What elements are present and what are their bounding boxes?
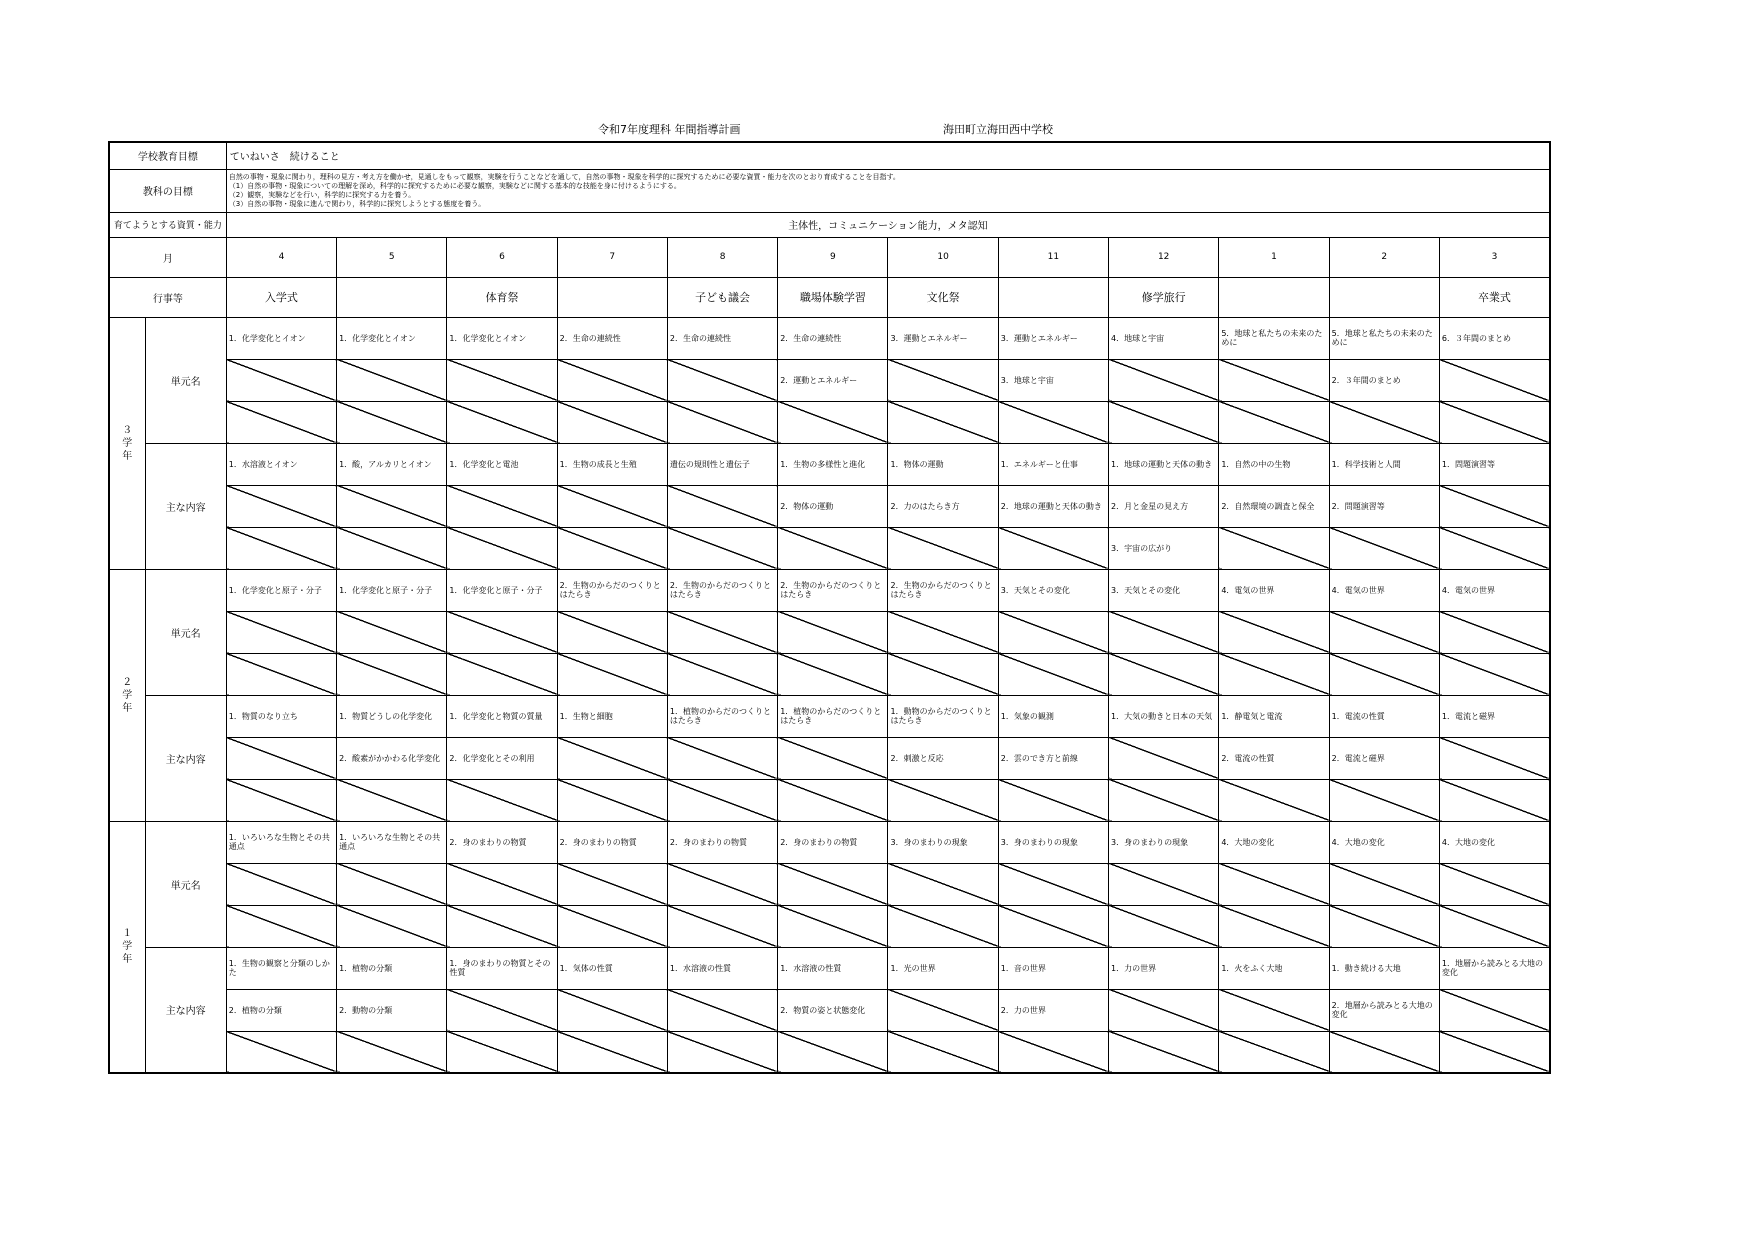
unit-cell: 1．化学変化と原子・分子 — [447, 569, 557, 611]
unit-cell: 4．大地の変化 — [1439, 821, 1550, 863]
unit-cell: 5．地球と私たちの未来のために — [1329, 317, 1439, 359]
empty-cell — [447, 401, 557, 443]
event-cell — [1219, 277, 1329, 317]
empty-cell — [557, 737, 667, 779]
month-row — [109, 237, 1550, 277]
month-cell: 2 — [1329, 237, 1439, 277]
grade-label: ３ 学 年 — [109, 317, 145, 569]
content-cell: 1．酸，アルカリとイオン — [337, 443, 447, 485]
content-cell: 2．物体の運動 — [778, 485, 888, 527]
content-cell: 2．刺激と反応 — [888, 737, 998, 779]
empty-cell — [1219, 779, 1329, 821]
content-cell: 1．生物の多様性と進化 — [778, 443, 888, 485]
unit-cell: 2．身のまわりの物質 — [447, 821, 557, 863]
empty-cell — [447, 989, 557, 1031]
unit-cell: 5．地球と私たちの未来のために — [1219, 317, 1329, 359]
grade-content-row — [109, 947, 1550, 989]
content-cell: 2．月と金星の見え方 — [1109, 485, 1219, 527]
page-title: 令和7年度理科 年間指導計画 — [598, 123, 741, 136]
empty-cell — [1219, 359, 1329, 401]
empty-cell — [1109, 863, 1219, 905]
grade-unit-row — [109, 821, 1550, 863]
month-cell: 10 — [888, 237, 998, 277]
empty-cell — [226, 485, 336, 527]
empty-cell — [337, 485, 447, 527]
event-cell: 文化祭 — [888, 277, 998, 317]
content-cell: 1．音の世界 — [998, 947, 1108, 989]
month-cell: 1 — [1219, 237, 1329, 277]
unit-cell: 2．３年間のまとめ — [1329, 359, 1439, 401]
empty-cell — [667, 485, 777, 527]
empty-cell — [1439, 611, 1550, 653]
unit-cell: 6．３年間のまとめ — [1439, 317, 1550, 359]
event-cell — [337, 277, 447, 317]
subject-goal-label: 教科の目標 — [109, 169, 226, 212]
empty-cell — [888, 905, 998, 947]
event-cell: 子ども議会 — [667, 277, 777, 317]
empty-cell — [1109, 779, 1219, 821]
month-cell: 12 — [1109, 237, 1219, 277]
empty-cell — [1439, 359, 1550, 401]
empty-cell — [1109, 737, 1219, 779]
unit-cell: 1．いろいろな生物とその共通点 — [226, 821, 336, 863]
content-cell: 1．地球の運動と天体の動き — [1109, 443, 1219, 485]
month-cell: 11 — [998, 237, 1108, 277]
content-cell: 1．植物のからだのつくりとはたらき — [667, 695, 777, 737]
content-cell: 1．物質どうしの化学変化 — [337, 695, 447, 737]
content-cell: 3．宇宙の広がり — [1109, 527, 1219, 569]
empty-cell — [667, 1031, 777, 1073]
empty-cell — [1109, 401, 1219, 443]
month-cell: 4 — [226, 237, 336, 277]
empty-cell — [888, 359, 998, 401]
empty-cell — [447, 863, 557, 905]
content-cell: 2．酸素がかかわる化学変化 — [337, 737, 447, 779]
event-cell: 修学旅行 — [1109, 277, 1219, 317]
empty-cell — [337, 611, 447, 653]
unit-cell: 2．運動とエネルギー — [778, 359, 888, 401]
empty-cell — [1439, 485, 1550, 527]
subject-goal-line: （2）観察，実験などを行い，科学的に探究する力を養う。 — [228, 190, 416, 199]
content-cell: 1．植物の分類 — [337, 947, 447, 989]
unit-cell: 1．化学変化とイオン — [337, 317, 447, 359]
empty-cell — [1439, 653, 1550, 695]
unit-cell: 2．生物のからだのつくりとはたらき — [557, 569, 667, 611]
event-row — [109, 277, 1550, 317]
empty-cell — [226, 737, 336, 779]
empty-cell — [998, 653, 1108, 695]
empty-cell — [1439, 401, 1550, 443]
content-cell: 1．生物の観察と分類のしかた — [226, 947, 336, 989]
empty-cell — [337, 779, 447, 821]
subject-goal-line: （1）自然の事物・現象についての理解を深め，科学的に探究するために必要な観察，実験などに関する基本的な技能を身に付けるようにする。 — [228, 181, 681, 190]
empty-cell — [1329, 527, 1439, 569]
empty-cell — [888, 1031, 998, 1073]
empty-cell — [778, 653, 888, 695]
unit-cell: 2．身のまわりの物質 — [667, 821, 777, 863]
month-cell: 6 — [447, 237, 557, 277]
empty-cell — [337, 863, 447, 905]
subject-goal-line: （3）自然の事物・現象に進んで関わり，科学的に探究しようとする態度を養う。 — [228, 199, 486, 208]
empty-cell — [1109, 611, 1219, 653]
content-cell: 1．大気の動きと日本の天気 — [1109, 695, 1219, 737]
empty-cell — [778, 905, 888, 947]
unit-cell: 4．電気の世界 — [1219, 569, 1329, 611]
content-cell: 2．電流の性質 — [1219, 737, 1329, 779]
empty-cell — [1219, 401, 1329, 443]
unit-cell: 3．身のまわりの現象 — [998, 821, 1108, 863]
events-label: 行事等 — [109, 277, 226, 317]
empty-cell — [667, 989, 777, 1031]
empty-cell — [557, 485, 667, 527]
unit-cell: 1．化学変化と原子・分子 — [337, 569, 447, 611]
empty-cell — [778, 1031, 888, 1073]
empty-cell — [447, 611, 557, 653]
empty-cell — [998, 905, 1108, 947]
unit-cell: 2．身のまわりの物質 — [557, 821, 667, 863]
unit-cell: 2．生物のからだのつくりとはたらき — [667, 569, 777, 611]
empty-cell — [778, 611, 888, 653]
grade-content-row — [109, 695, 1550, 737]
empty-cell — [1219, 1031, 1329, 1073]
unit-cell: 3．身のまわりの現象 — [1109, 821, 1219, 863]
empty-cell — [1329, 863, 1439, 905]
event-cell — [557, 277, 667, 317]
content-cell: 2．問題演習等 — [1329, 485, 1439, 527]
unit-cell: 4．電気の世界 — [1439, 569, 1550, 611]
content-label: 主な内容 — [145, 443, 226, 569]
content-cell: 2．雲のでき方と前線 — [998, 737, 1108, 779]
content-cell: 2．力の世界 — [998, 989, 1108, 1031]
empty-cell — [447, 905, 557, 947]
unit-cell: 4．大地の変化 — [1329, 821, 1439, 863]
event-cell: 職場体験学習 — [778, 277, 888, 317]
content-cell: 1．水溶液とイオン — [226, 443, 336, 485]
unit-label: 単元名 — [145, 569, 226, 695]
event-cell — [998, 277, 1108, 317]
empty-cell — [888, 863, 998, 905]
empty-cell — [667, 653, 777, 695]
unit-cell: 2．生命の連続性 — [667, 317, 777, 359]
grade-unit-row — [109, 569, 1550, 611]
empty-cell — [226, 401, 336, 443]
content-cell: 1．地層から読みとる大地の変化 — [1439, 947, 1550, 989]
empty-cell — [226, 1031, 336, 1073]
empty-cell — [1439, 779, 1550, 821]
empty-cell — [337, 653, 447, 695]
empty-cell — [1329, 401, 1439, 443]
empty-cell — [226, 905, 336, 947]
unit-cell: 1．化学変化とイオン — [447, 317, 557, 359]
empty-cell — [1219, 653, 1329, 695]
empty-cell — [778, 527, 888, 569]
content-label: 主な内容 — [145, 947, 226, 1073]
month-cell: 9 — [778, 237, 888, 277]
unit-cell: 2．生命の連続性 — [778, 317, 888, 359]
content-cell: 2．力のはたらき方 — [888, 485, 998, 527]
unit-cell: 3．運動とエネルギー — [888, 317, 998, 359]
empty-cell — [226, 359, 336, 401]
grade-content-row — [109, 1031, 1550, 1073]
empty-cell — [778, 737, 888, 779]
empty-cell — [1109, 653, 1219, 695]
unit-cell: 3．運動とエネルギー — [998, 317, 1108, 359]
empty-cell — [557, 905, 667, 947]
month-cell: 7 — [557, 237, 667, 277]
content-cell: 1．科学技術と人間 — [1329, 443, 1439, 485]
content-cell: 2．化学変化とその利用 — [447, 737, 557, 779]
empty-cell — [337, 905, 447, 947]
unit-cell: 1．いろいろな生物とその共通点 — [337, 821, 447, 863]
empty-cell — [888, 779, 998, 821]
empty-cell — [998, 611, 1108, 653]
content-label: 主な内容 — [145, 695, 226, 821]
content-cell: 1．化学変化と電池 — [447, 443, 557, 485]
empty-cell — [557, 1031, 667, 1073]
empty-cell — [1439, 905, 1550, 947]
empty-cell — [447, 653, 557, 695]
empty-cell — [1219, 611, 1329, 653]
empty-cell — [1439, 737, 1550, 779]
content-cell: 1．植物のからだのつくりとはたらき — [778, 695, 888, 737]
month-cell: 5 — [337, 237, 447, 277]
event-cell: 卒業式 — [1439, 277, 1550, 317]
empty-cell — [1329, 905, 1439, 947]
empty-cell — [1329, 653, 1439, 695]
empty-cell — [1109, 905, 1219, 947]
empty-cell — [1329, 779, 1439, 821]
subject-goal-row — [109, 169, 1550, 212]
empty-cell — [557, 863, 667, 905]
empty-cell — [998, 527, 1108, 569]
empty-cell — [1329, 1031, 1439, 1073]
unit-cell: 2．身のまわりの物質 — [778, 821, 888, 863]
content-cell: 1．気体の性質 — [557, 947, 667, 989]
content-cell: 2．電流と磁界 — [1329, 737, 1439, 779]
grade-unit-row — [109, 317, 1550, 359]
unit-label: 単元名 — [145, 317, 226, 443]
unit-cell: 3．天気とその変化 — [998, 569, 1108, 611]
content-cell: 1．生物と細胞 — [557, 695, 667, 737]
empty-cell — [998, 779, 1108, 821]
empty-cell — [447, 527, 557, 569]
grade-unit-row — [109, 401, 1550, 443]
content-cell: 1．身のまわりの物質とその性質 — [447, 947, 557, 989]
unit-cell: 4．電気の世界 — [1329, 569, 1439, 611]
unit-cell: 2．生物のからだのつくりとはたらき — [888, 569, 998, 611]
empty-cell — [337, 359, 447, 401]
content-cell: 2．地球の運動と天体の動き — [998, 485, 1108, 527]
month-label: 月 — [109, 237, 226, 277]
unit-cell: 2．生命の連続性 — [557, 317, 667, 359]
empty-cell — [888, 401, 998, 443]
empty-cell — [557, 359, 667, 401]
grade-label: ２ 学 年 — [109, 569, 145, 821]
unit-cell: 3．天気とその変化 — [1109, 569, 1219, 611]
content-cell: 1．光の世界 — [888, 947, 998, 989]
content-cell: 1．生物の成長と生殖 — [557, 443, 667, 485]
empty-cell — [1109, 1031, 1219, 1073]
empty-cell — [226, 527, 336, 569]
empty-cell — [1439, 863, 1550, 905]
unit-cell: 4．大地の変化 — [1219, 821, 1329, 863]
empty-cell — [557, 989, 667, 1031]
empty-cell — [557, 527, 667, 569]
grade-label: １ 学 年 — [109, 821, 145, 1073]
empty-cell — [226, 653, 336, 695]
event-cell: 入学式 — [226, 277, 336, 317]
empty-cell — [888, 653, 998, 695]
unit-cell: 2．生物のからだのつくりとはたらき — [778, 569, 888, 611]
content-cell: 1．自然の中の生物 — [1219, 443, 1329, 485]
grade-unit-row — [109, 863, 1550, 905]
grade-unit-row — [109, 653, 1550, 695]
empty-cell — [778, 401, 888, 443]
empty-cell — [1329, 611, 1439, 653]
qualities-row — [109, 212, 1550, 237]
unit-cell: 1．化学変化とイオン — [226, 317, 336, 359]
empty-cell — [337, 527, 447, 569]
content-cell: 1．気象の観測 — [998, 695, 1108, 737]
empty-cell — [667, 905, 777, 947]
empty-cell — [1109, 989, 1219, 1031]
content-cell: 2．物質の姿と状態変化 — [778, 989, 888, 1031]
empty-cell — [226, 863, 336, 905]
empty-cell — [1439, 1031, 1550, 1073]
empty-cell — [447, 485, 557, 527]
unit-cell: 3．身のまわりの現象 — [888, 821, 998, 863]
school-goal-label: 学校教育目標 — [109, 142, 226, 169]
event-cell — [1329, 277, 1439, 317]
empty-cell — [447, 359, 557, 401]
content-cell: 1．動き続ける大地 — [1329, 947, 1439, 989]
empty-cell — [447, 1031, 557, 1073]
grade-content-row — [109, 527, 1550, 569]
empty-cell — [998, 1031, 1108, 1073]
event-cell: 体育祭 — [447, 277, 557, 317]
empty-cell — [447, 779, 557, 821]
subject-goal-line: 自然の事物・現象に関わり，理科の見方・考え方を働かせ，見通しをもって観察，実験を行うことなどを通して，自然の事物・現象を科学的に探究するために必要な資質・能力を次のとおり育成することを目指す。 — [228, 172, 900, 181]
subject-goal-text — [226, 169, 1550, 212]
empty-cell — [667, 401, 777, 443]
grade-unit-row — [109, 905, 1550, 947]
grade-content-row — [109, 443, 1550, 485]
empty-cell — [1219, 905, 1329, 947]
unit-cell: 4．地球と宇宙 — [1109, 317, 1219, 359]
content-cell: 1．電流の性質 — [1329, 695, 1439, 737]
empty-cell — [888, 611, 998, 653]
empty-cell — [1219, 989, 1329, 1031]
empty-cell — [1219, 863, 1329, 905]
empty-cell — [998, 863, 1108, 905]
content-cell: 1．エネルギーと仕事 — [998, 443, 1108, 485]
grade-unit-row — [109, 611, 1550, 653]
empty-cell — [1109, 359, 1219, 401]
empty-cell — [1439, 527, 1550, 569]
content-cell: 2．自然環境の調査と保全 — [1219, 485, 1329, 527]
empty-cell — [667, 737, 777, 779]
content-cell: 1．化学変化と物質の質量 — [447, 695, 557, 737]
content-cell: 2．動物の分類 — [337, 989, 447, 1031]
empty-cell — [778, 863, 888, 905]
content-cell: 1．問題演習等 — [1439, 443, 1550, 485]
empty-cell — [337, 401, 447, 443]
empty-cell — [667, 779, 777, 821]
empty-cell — [1439, 989, 1550, 1031]
qualities-value: 主体性，コミュニケーション能力，メタ認知 — [226, 212, 1550, 237]
empty-cell — [778, 779, 888, 821]
empty-cell — [226, 611, 336, 653]
grade-content-row — [109, 779, 1550, 821]
school-goal-value: ていねいさ 続けること — [226, 142, 1550, 169]
content-cell: 1．物質のなり立ち — [226, 695, 336, 737]
content-cell: 1．電流と磁界 — [1439, 695, 1550, 737]
grade-content-row — [109, 989, 1550, 1031]
content-cell: 1．火をふく大地 — [1219, 947, 1329, 989]
content-cell: 1．静電気と電流 — [1219, 695, 1329, 737]
school-goal-row — [109, 142, 1550, 169]
content-cell: 1．水溶液の性質 — [667, 947, 777, 989]
empty-cell — [667, 527, 777, 569]
grade-content-row — [109, 737, 1550, 779]
annual-plan-table — [108, 141, 1551, 1074]
month-cell: 8 — [667, 237, 777, 277]
grade-unit-row — [109, 359, 1550, 401]
school-name: 海田町立海田西中学校 — [943, 123, 1053, 136]
empty-cell — [557, 401, 667, 443]
empty-cell — [888, 527, 998, 569]
unit-cell: 1．化学変化と原子・分子 — [226, 569, 336, 611]
content-cell: 1．水溶液の性質 — [778, 947, 888, 989]
qualities-label: 育てようとする資質・能力 — [109, 212, 226, 237]
grade-content-row — [109, 485, 1550, 527]
month-cell: 3 — [1439, 237, 1550, 277]
empty-cell — [337, 1031, 447, 1073]
unit-cell: 3．地球と宇宙 — [998, 359, 1108, 401]
content-cell: 遺伝の規則性と遺伝子 — [667, 443, 777, 485]
empty-cell — [667, 359, 777, 401]
content-cell: 1．物体の運動 — [888, 443, 998, 485]
empty-cell — [1219, 527, 1329, 569]
empty-cell — [667, 611, 777, 653]
empty-cell — [557, 611, 667, 653]
content-cell: 2．植物の分類 — [226, 989, 336, 1031]
empty-cell — [998, 401, 1108, 443]
empty-cell — [667, 863, 777, 905]
empty-cell — [557, 779, 667, 821]
empty-cell — [557, 653, 667, 695]
content-cell: 1．動物のからだのつくりとはたらき — [888, 695, 998, 737]
empty-cell — [888, 989, 998, 1031]
content-cell: 2．地層から読みとる大地の変化 — [1329, 989, 1439, 1031]
empty-cell — [226, 779, 336, 821]
content-cell: 1．力の世界 — [1109, 947, 1219, 989]
unit-label: 単元名 — [145, 821, 226, 947]
